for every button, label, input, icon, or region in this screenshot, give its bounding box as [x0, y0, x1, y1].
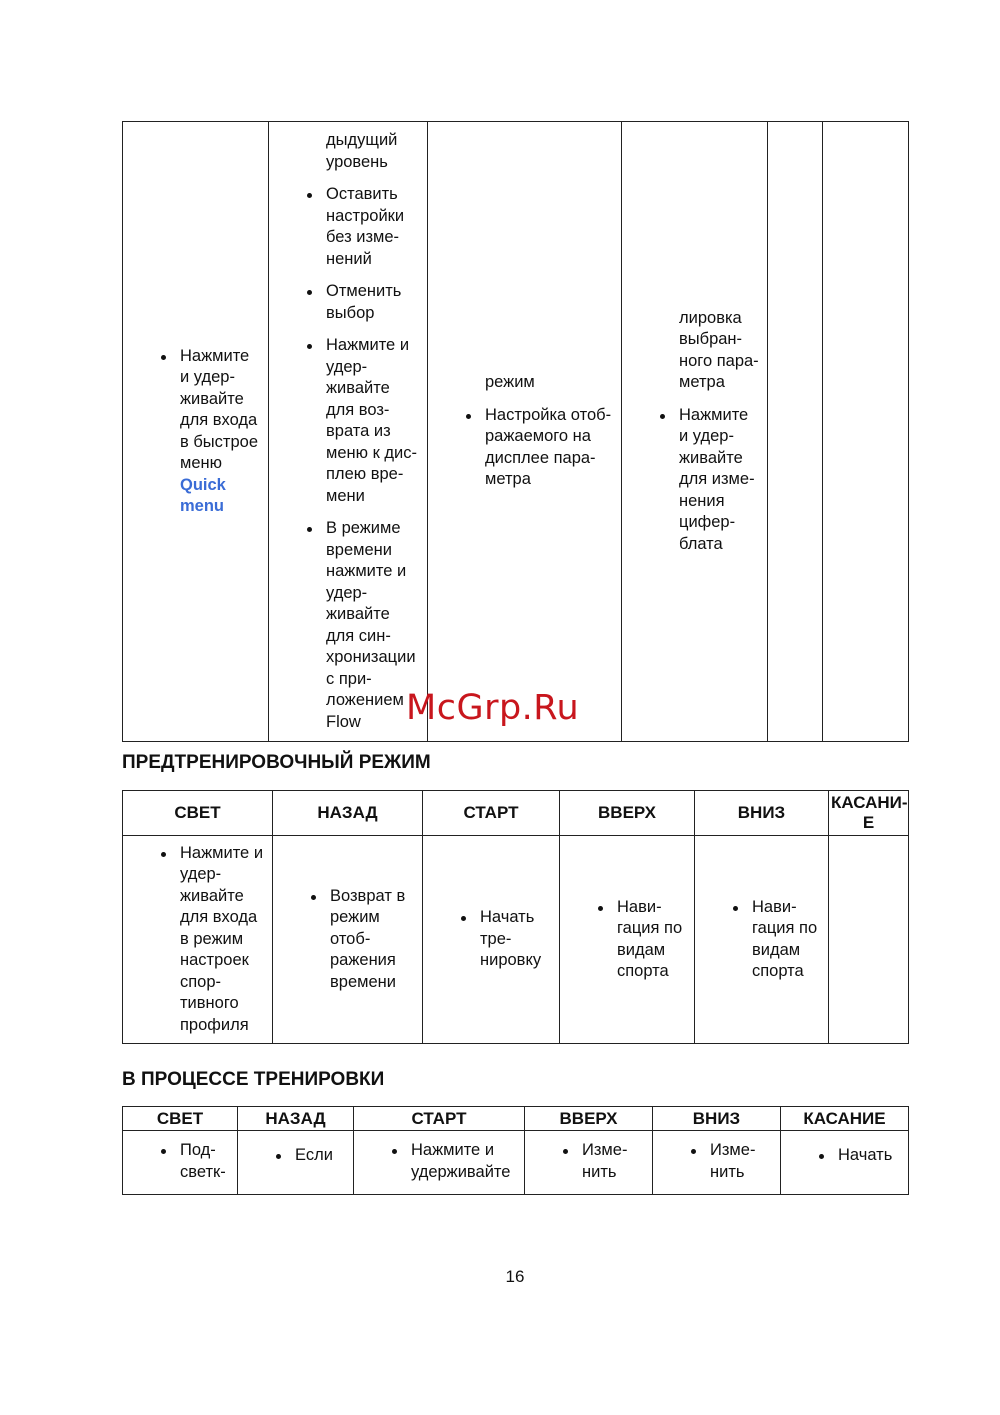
column-header: ВВЕРХ [560, 791, 695, 836]
column-header: НАЗАД [273, 791, 423, 836]
t1-cell-4 [622, 122, 768, 742]
table-cell [525, 1131, 653, 1195]
column-header: ВВЕРХ [525, 1107, 653, 1131]
list-item: Начать [819, 1145, 904, 1167]
table-cell-empty [829, 836, 909, 1044]
t1-cell-6 [823, 122, 909, 742]
list-item: Нажмите и удер-живайте для входа в режим настроек спор-тивного профиля [161, 843, 266, 1037]
column-header: НАЗАД [238, 1107, 354, 1131]
table-cell [354, 1131, 525, 1195]
table-cell [123, 1131, 238, 1195]
column-header: ВНИЗ [695, 791, 829, 836]
list-item: Нажмите и удер-живайте для входа в быстрое меню Quick menu [161, 346, 262, 518]
list-item: Нажмите и удер-живайте для изме-нения цифер-блата [660, 405, 761, 556]
table-continued [122, 121, 909, 742]
list-item: Нави-гация по видам спорта [598, 897, 688, 983]
list-item: В режиме времени нажмите и удер-живайте для син-хронизации с при-ложением Flow [307, 518, 421, 733]
continued-text: лировка выбран-ного пара-метра [679, 308, 759, 392]
list-item: Под-светк- [161, 1140, 233, 1183]
continued-text: режим [485, 373, 535, 392]
list-item: Возврат в режим отоб-ражения времени [311, 886, 416, 994]
list-item: Изме-нить [563, 1140, 648, 1183]
list-item: Оставить настройки без изме-нений [307, 184, 421, 270]
column-header: СТАРТ [423, 791, 560, 836]
table-cell [123, 836, 273, 1044]
column-header: СВЕТ [123, 1107, 238, 1131]
table-cell [273, 836, 423, 1044]
list-item: Нави-гация по видам спорта [733, 897, 822, 983]
list-item: Если [276, 1145, 349, 1167]
t1-cell-1 [123, 122, 269, 742]
list-item: Настройка отоб-ражаемого на дисплее пара-метра [466, 405, 613, 491]
page-number: 16 [505, 1267, 525, 1286]
section-title-during-training: В ПРОЦЕССЕ ТРЕНИРОВКИ [122, 1069, 385, 1090]
table-cell [781, 1131, 909, 1195]
section-title-pretraining: ПРЕДТРЕНИРОВОЧНЫЙ РЕЖИМ [122, 752, 431, 773]
list-item: Отменить выбор [307, 281, 421, 324]
t1-cell-3 [428, 122, 622, 742]
watermark: McGrp.Ru [406, 688, 580, 728]
column-header: СТАРТ [354, 1107, 525, 1131]
column-header: СВЕТ [123, 791, 273, 836]
table-pretraining [122, 790, 909, 1044]
table-cell [695, 836, 829, 1044]
list-item: Нажмите и удерживайте [392, 1140, 520, 1183]
continued-text: дыдущий уровень [326, 131, 398, 171]
column-header: ВНИЗ [653, 1107, 781, 1131]
table-cell [653, 1131, 781, 1195]
list-item: Нажмите и удер-живайте для воз-врата из меню к дис-плею вре-мени [307, 335, 421, 507]
t1-cell-2 [269, 122, 428, 742]
column-header: КАСАНИ-Е [829, 791, 909, 836]
table-during-training [122, 1106, 909, 1195]
list-item: Изме-нить [691, 1140, 776, 1183]
column-header: КАСАНИЕ [781, 1107, 909, 1131]
t1-cell-5 [768, 122, 823, 742]
table-cell [560, 836, 695, 1044]
table-cell [423, 836, 560, 1044]
table-cell [238, 1131, 354, 1195]
list-item: Начать тре-нировку [461, 907, 553, 972]
quick-menu-label: Quick menu [180, 475, 226, 515]
